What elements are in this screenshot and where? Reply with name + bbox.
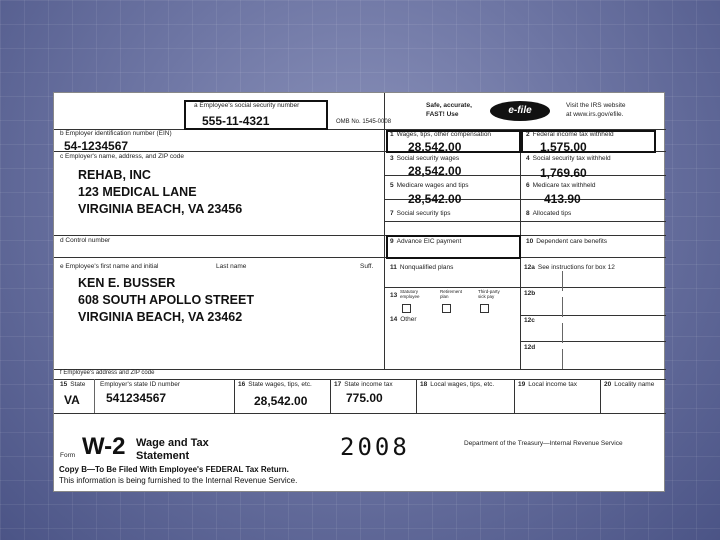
box12c-label: 12c (524, 317, 535, 324)
dept-text: Department of the Treasury—Internal Revenue Service (464, 440, 623, 447)
divider (600, 379, 601, 413)
retirement-checkbox[interactable] (442, 304, 451, 313)
ssn-label: a Employee's social security number (194, 102, 300, 109)
divider (520, 315, 666, 316)
w2-form (53, 92, 665, 492)
box4-value: 1,769.60 (540, 166, 587, 180)
employer-address (78, 167, 242, 218)
visit-text: Visit the IRS website (566, 102, 626, 109)
safe-text: Safe, accurate, (426, 102, 472, 109)
box7-label: 7 Social security tips (390, 210, 451, 217)
visit-url: at www.irs.gov/efile. (566, 111, 624, 118)
box4-label: 4 Social security tax withheld (526, 155, 611, 162)
divider (94, 379, 95, 413)
box6-value: 413.90 (544, 192, 581, 206)
fast-text: FAST! Use (426, 111, 459, 118)
divider (330, 379, 331, 413)
box6-label: 6 Medicare tax withheld (526, 182, 596, 189)
box10-label: 10 Dependent care benefits (526, 238, 608, 245)
box17-value: 775.00 (346, 391, 383, 405)
box16-value: 28,542.00 (254, 394, 308, 408)
divider (514, 379, 515, 413)
divider (54, 257, 666, 258)
box5-value: 28,542.00 (408, 192, 462, 206)
efile-logo (490, 101, 550, 121)
box12b-label: 12b (524, 290, 536, 297)
box2-label: 2 Federal income tax withheld (526, 131, 614, 138)
box19-label: 19 Local income tax (518, 381, 578, 388)
form-word: Form (60, 452, 76, 459)
divider (562, 349, 563, 369)
employer-city: VIRGINIA BEACH, VA 23456 (78, 201, 243, 216)
ein-value: 54-1234567 (64, 139, 129, 153)
divider (54, 235, 666, 236)
f-label: f Employee's address and ZIP code (60, 370, 155, 376)
box9-label: 9 Advance EIC payment (390, 238, 462, 245)
divider (562, 271, 563, 291)
employer-label: c Employer's name, address, and ZIP code (60, 153, 184, 160)
box13-thirdparty-label: Third-party sick pay (478, 289, 500, 299)
employee-street: 608 SOUTH APOLLO STREET (78, 292, 254, 307)
title-line1: Wage and Tax (136, 437, 209, 449)
box13-retirement-label: Retirement plan (440, 289, 463, 299)
box17-label: 17 State income tax (334, 381, 393, 388)
divider (562, 323, 563, 343)
employee-city: VIRGINIA BEACH, VA 23462 (78, 309, 243, 324)
box3-label: 3 Social security wages (390, 155, 460, 162)
divider (54, 379, 666, 380)
box14-label: 14 Other (390, 316, 417, 323)
state-id-value: 541234567 (106, 391, 167, 405)
divider (416, 379, 417, 413)
box1-value: 28,542.00 (408, 140, 462, 154)
box13-statutory-label: Statutory employee (400, 289, 420, 299)
box8-label: 8 Allocated tips (526, 210, 572, 217)
last-name-label: Last name (216, 263, 247, 270)
employee-address (78, 275, 254, 326)
divider (562, 297, 563, 317)
divider (384, 287, 666, 288)
w2-title: W-2 (82, 433, 126, 460)
box2-value: 1,575.00 (540, 140, 587, 154)
box3-value: 28,542.00 (408, 164, 462, 178)
divider (234, 379, 235, 413)
ssn-value: 555-11-4321 (202, 114, 270, 128)
control-label: d Control number (60, 237, 111, 244)
efile-logo-text: e-file (508, 105, 532, 116)
state-value: VA (64, 393, 80, 407)
tax-year: 2008 (340, 433, 410, 461)
divider (520, 341, 666, 342)
box12d-label: 12d (524, 344, 536, 351)
divider (54, 413, 666, 414)
box12a-label: 12a See instructions for box 12 (524, 264, 615, 271)
box15-id-label: Employer's state ID number (100, 381, 180, 388)
thirdparty-checkbox[interactable] (480, 304, 489, 313)
title-line2: Statement (136, 449, 190, 462)
omb-number: OMB No. 1545-0008 (336, 119, 392, 125)
employer-street: 123 MEDICAL LANE (78, 184, 197, 199)
box20-label: 20 Locality name (604, 381, 655, 388)
copy-b-text: Copy B—To Be Filed With Employee's FEDERAL Tax Return. (59, 465, 289, 474)
suffix-label: Suff. (360, 263, 374, 270)
info-text: This information is being furnished to the Internal Revenue Service. (59, 476, 298, 485)
divider (384, 221, 666, 222)
box13-number: 13 (390, 292, 398, 299)
box16-label: 16 State wages, tips, etc. (238, 381, 312, 388)
box5-label: 5 Medicare wages and tips (390, 182, 469, 189)
box15-label: 15 State (60, 381, 86, 388)
box1-label: 1 Wages, tips, other compensation (390, 131, 492, 138)
employee-name: KEN E. BUSSER (78, 276, 176, 290)
box18-label: 18 Local wages, tips, etc. (420, 381, 495, 388)
divider (384, 93, 385, 369)
employer-name: REHAB, INC (78, 168, 151, 182)
box11-label: 11 Nonqualified plans (390, 264, 454, 271)
form-title (136, 437, 209, 462)
employee-label: e Employee's first name and initial (60, 263, 159, 270)
statutory-checkbox[interactable] (402, 304, 411, 313)
ein-label: b Employer identification number (EIN) (60, 130, 172, 137)
